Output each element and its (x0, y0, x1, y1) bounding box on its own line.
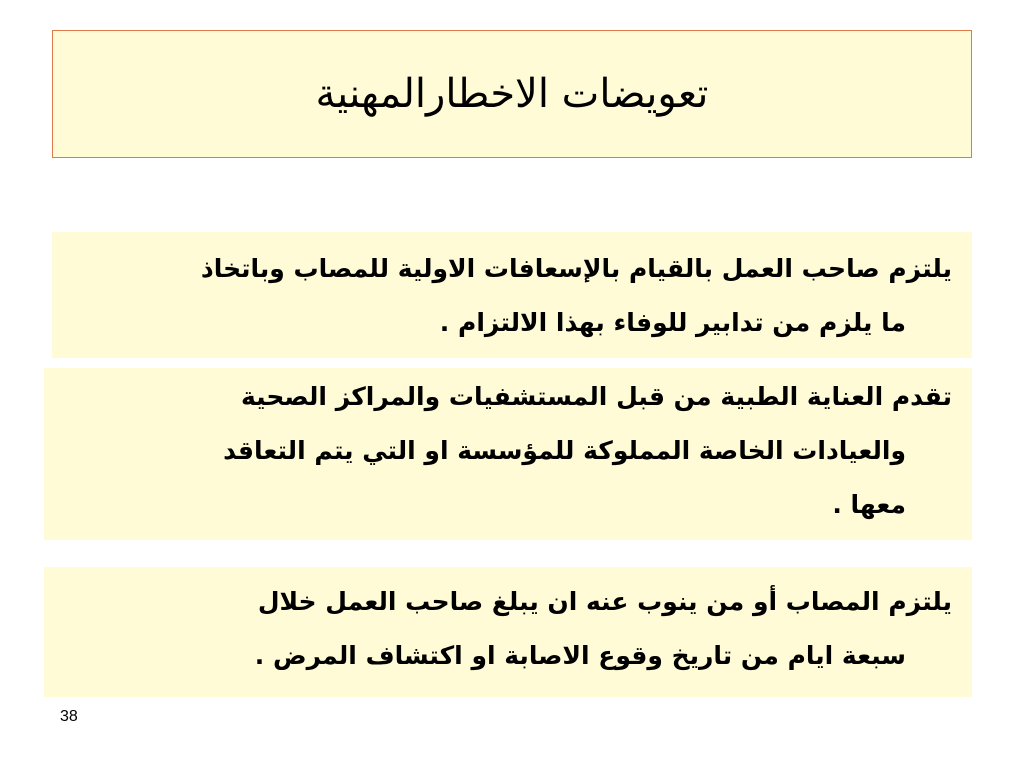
paragraph-line: ما يلزم من تدابير للوفاء بهذا الالتزام . (439, 308, 906, 337)
paragraph-line: والعيادات الخاصة المملوكة للمؤسسة او التي يتم التعاقد (223, 436, 906, 465)
paragraph-notification (44, 567, 972, 697)
page-number: 38 (60, 708, 78, 725)
title-box (52, 30, 972, 158)
slide-title: تعويضات الاخطارالمهنية (315, 71, 709, 117)
paragraph-line: يلتزم المصاب أو من ينوب عنه ان يبلغ صاحب العمل خلال (257, 587, 952, 616)
paragraph-line: معها . (832, 490, 906, 519)
paragraph-line: سبعة ايام من تاريخ وقوع الاصابة او اكتشاف المرض . (254, 641, 906, 670)
paragraph-medical-care (44, 368, 972, 540)
paragraph-line: يلتزم صاحب العمل بالقيام بالإسعافات الاولية للمصاب وباتخاذ (200, 254, 952, 283)
paragraph-line: تقدم العناية الطبية من قبل المستشفيات والمراكز الصحية (241, 382, 952, 411)
paragraph-first-aid (52, 232, 972, 358)
